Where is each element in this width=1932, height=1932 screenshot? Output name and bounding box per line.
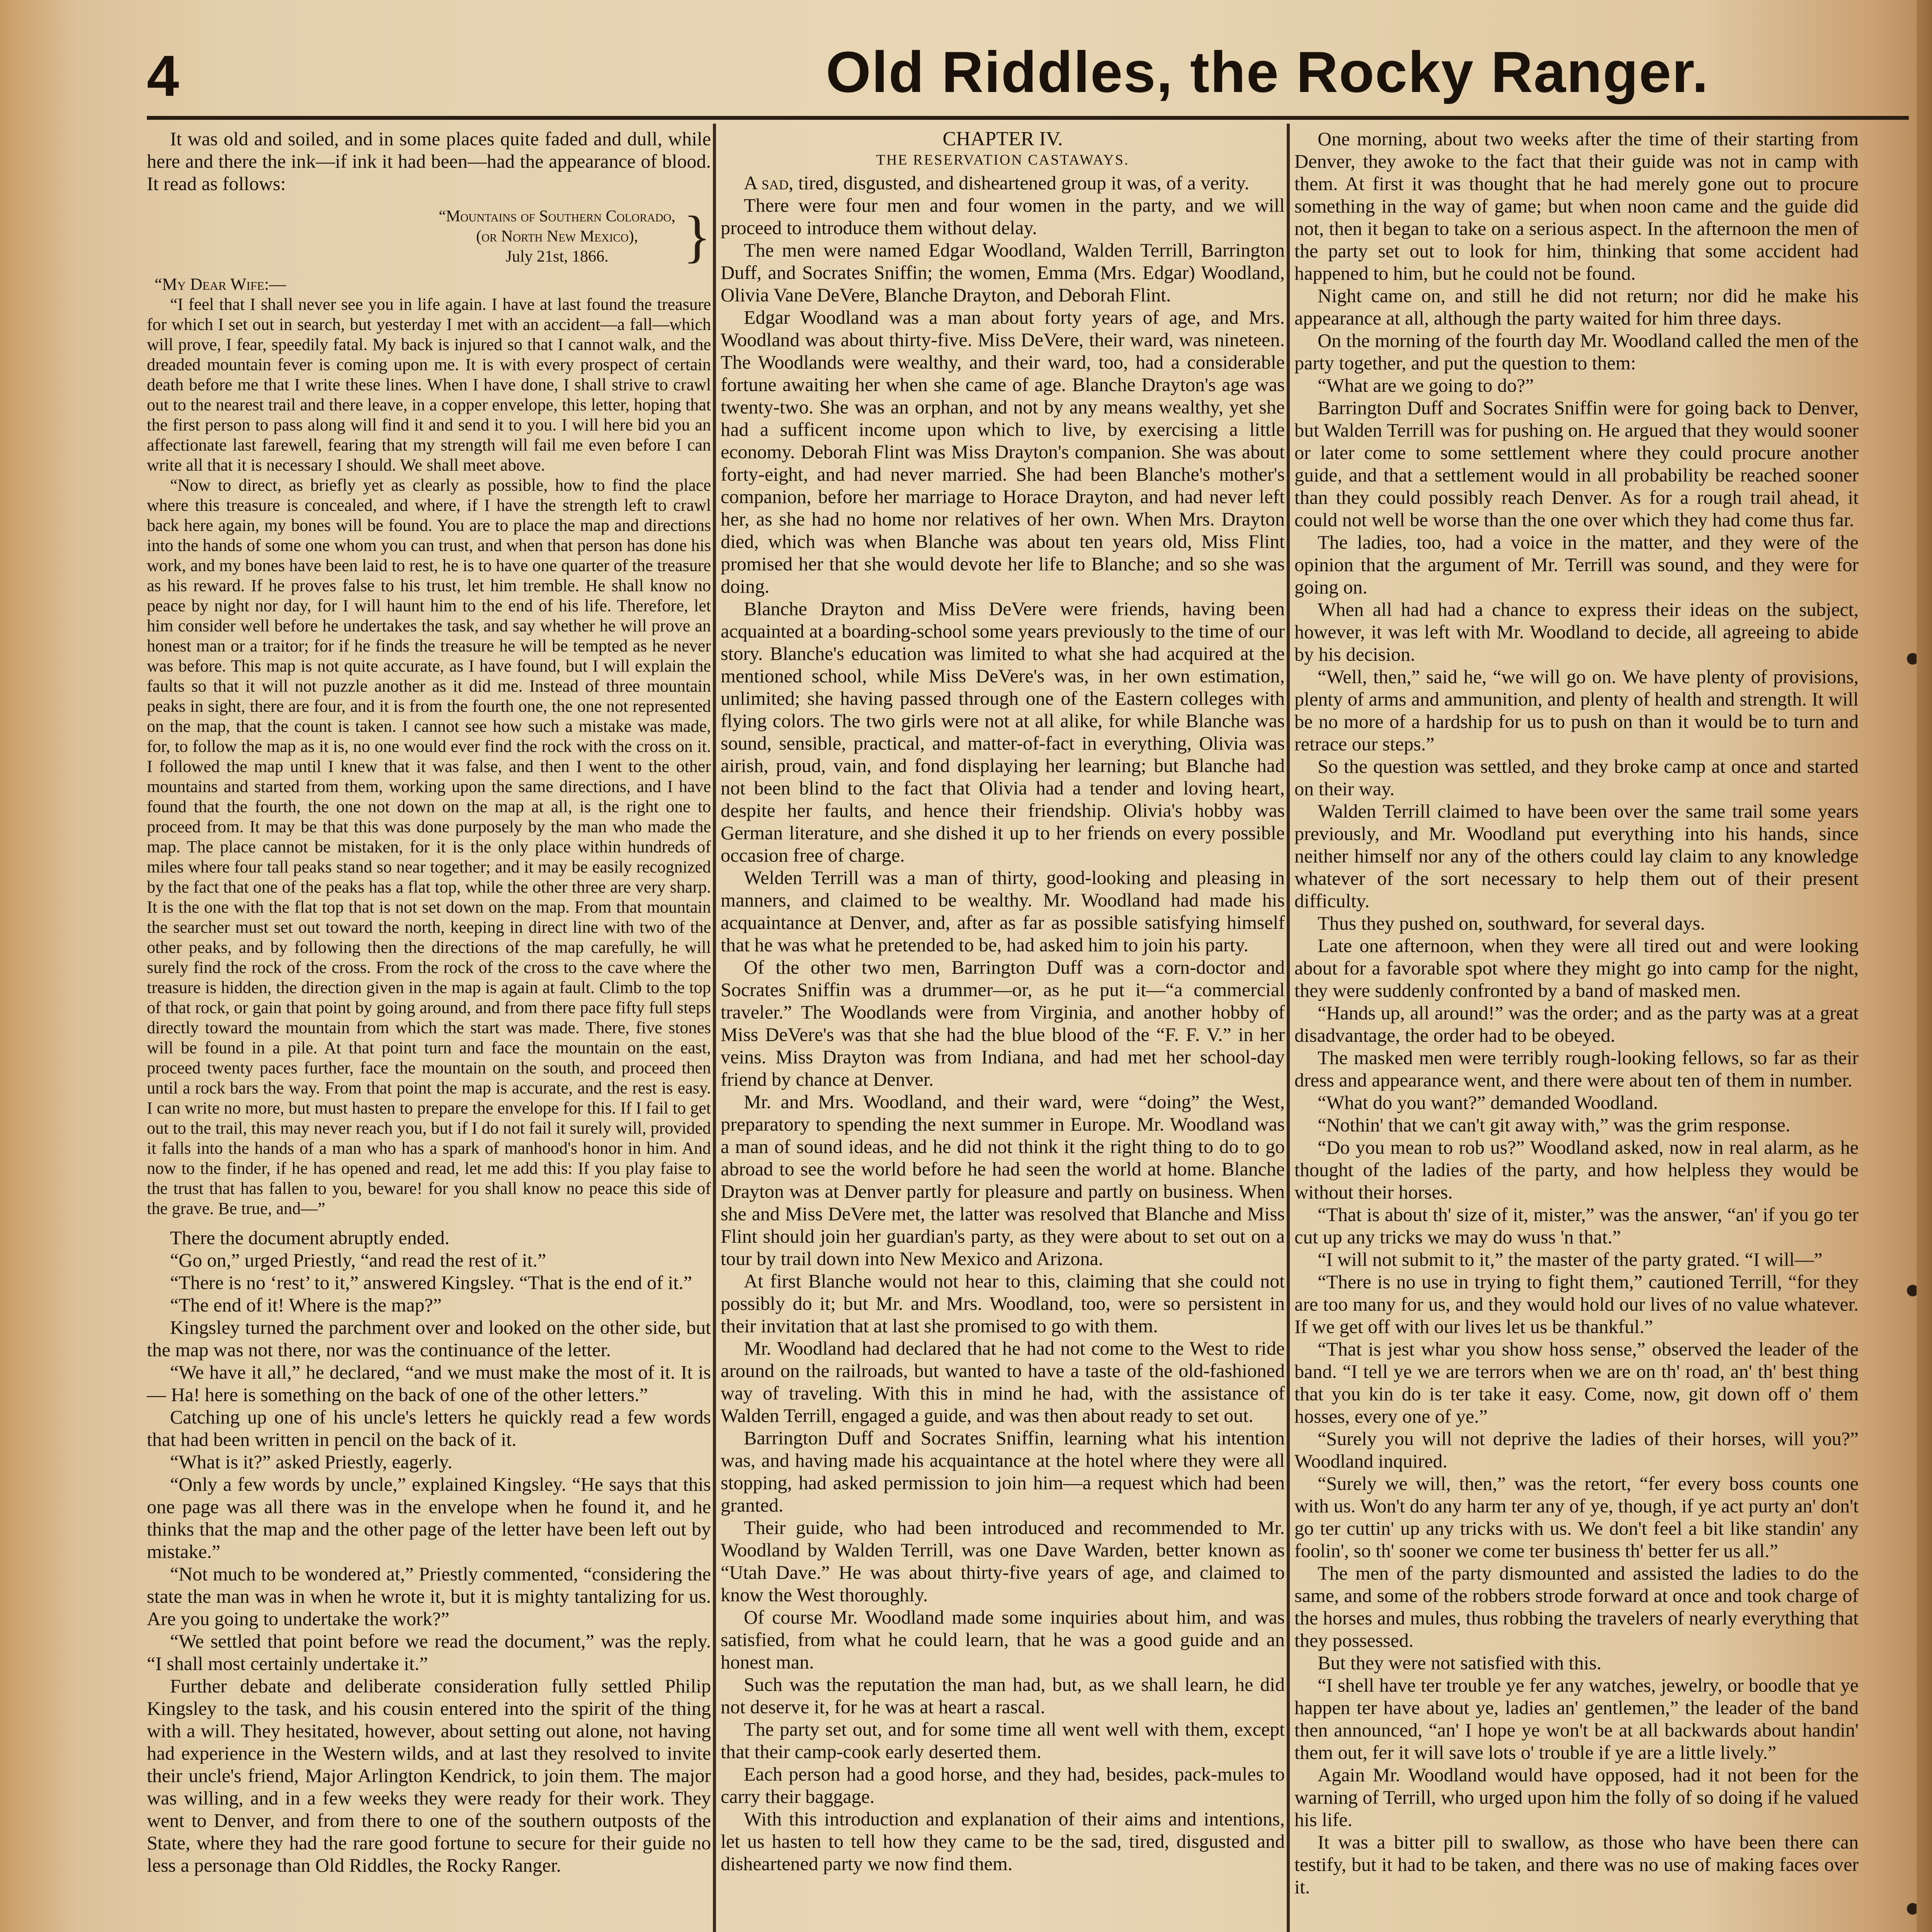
paragraph: At first Blanche would not hear to this, claiming that she could not possibly do it; but Mr. and Mrs. Woodland, too, were so persistent in their invitation that at last she promised to go with them. — [721, 1270, 1285, 1337]
paragraph: Welden Terrill was a man of thirty, good-looking and pleasing in manners, and claimed to be wealthy. Mr. Woodland had made his acquaintance at Denver, and, after as far as possible satisfying himself that he was what he pretended to be, had asked him to join his party. — [721, 867, 1285, 956]
paragraph: “I will not submit to it,” the master of the party grated. “I will—” — [1318, 1248, 1823, 1270]
paragraph: But they were not satisfied with this. — [1318, 1652, 1602, 1673]
paragraph: The masked men were terribly rough-looking fellows, so far as their dress and appearance went, and there were about ten of them in number. — [1294, 1047, 1859, 1091]
chapter-subtitle: THE RESERVATION CASTAWAYS. — [876, 152, 1129, 168]
column-rule-2 — [1287, 124, 1290, 1932]
paragraph: “Well, then,” said he, “we will go on. We have plenty of provisions, plenty of arms and ammunition, and plenty of health and strength. It will be no more of a hardship for us to push on than it would be to turn and retrace our steps.” — [1294, 666, 1859, 755]
paragraph: Mr. and Mrs. Woodland, and their ward, were “doing” the West, preparatory to spending the next summer in Europe. Mr. Woodland was a man of sound ideas, and he did not think it the right thing to do to go abroad to see the world before he had seen the world at home. Blanche Drayton was at Denver partly for pleasure and partly on business. When she and Miss DeVere met, the latter was resolved that Blanche and Miss Flint should join her guardian's party, as they were about to set out on a tour by trail down into New Mexico and Arizona. — [721, 1091, 1285, 1269]
address-line-3: July 21st, 1866. — [505, 248, 609, 265]
paragraph: The ladies, too, had a voice in the matter, and they were of the opinion that the argument of Mr. Terrill was sound, and they were for going on. — [1294, 531, 1859, 598]
paragraph: “I shell have ter trouble ye fer any watches, jewelry, or boodle that ye happen ter have about ye, ladies an' gentlemen,” the leader of the band then announced, “an' I hope ye won't be at all backwards about handin' them out, fer it will save lots o' trouble if ye are a little lively.” — [1294, 1674, 1859, 1763]
paragraph: “Hands up, all around!” was the order; and as the party was at a great disadvantage, the order had to be obeyed. — [1294, 1002, 1859, 1046]
paragraph: Each person had a good horse, and they had, besides, pack-mules to carry their baggage. — [721, 1763, 1285, 1807]
paragraph: “There is no ‘rest’ to it,” answered Kingsley. “That is the end of it.” — [170, 1272, 692, 1293]
paragraph: “What are we going to do?” — [1318, 374, 1534, 396]
letter-paragraph: “I feel that I shall never see you in life again. I have at last found the treasure for which I set out in search, but yesterday I met with an accident—a fall—which will prove, I fear, speedily fatal. My back is injured so that I cannot walk, and the dreaded mountain fever is coming upon me. It is with every prospect of certain death before me that I write these lines. When I have done, I shall strive to crawl out to the nearest trail and there leave, in a copper envelope, this letter, hoping that the first person to pass along will find it and send it to you. I will here bid you an affectionate last farewell, fearing that my strength will fail me even before I can write all that it is necessary I should. We shall meet above. — [147, 295, 711, 474]
paragraph: Late one afternoon, when they were all tired out and were looking about for a favorable spot where they might go into camp for the night, they were suddenly confronted by a band of masked men. — [1294, 935, 1859, 1001]
paragraph: Barrington Duff and Socrates Sniffin, learning what his intention was, and having made his acquaintance at the hotel where they were all stopping, had asked permission to join him—a request which had been granted. — [721, 1427, 1285, 1516]
chapter-title: CHAPTER IV. — [942, 128, 1063, 150]
paragraph: There were four men and four women in the party, and we will proceed to introduce them without delay. — [721, 194, 1285, 238]
paragraph: Mr. Woodland had declared that he had not come to the West to ride around on the railroads, but wanted to have a taste of the old-fashioned way of traveling. With this in mind he had, with the assistance of Walden Terrill, engaged a guide, and was then about ready to set out. — [721, 1337, 1285, 1426]
paragraph: “Nothin' that we can't git away with,” was the grim response. — [1318, 1114, 1791, 1136]
column-3 — [1294, 128, 1859, 1898]
paragraph: Blanche Drayton and Miss DeVere were friends, having been acquainted at a boarding-school some years previously to the time of our story. Blanche's education was limited to what she had acquired at the mentioned school, while Miss DeVere's was, in her own estimation, unlimited; she having passed through one of the Eastern colleges with flying colors. The two girls were not at all alike, for while Blanche was sound, sensible, practical, and matter-of-fact in everything, Olivia was airish, proud, vain, and fond displaying her learning; but Blanche had not been blind to the fact that Olivia had a tender and loving heart, despite her faults, and hence their friendship. Olivia's hobby was German literature, and she dished it up to her friends on every possible occasion free of charge. — [721, 598, 1285, 866]
letter-intro: It was old and soiled, and in some places quite faded and dull, while here and there the ink—if ink it had been—had the appearance of blood. It read as follows: — [147, 128, 711, 194]
paragraph: So the question was settled, and they broke camp at once and started on their way. — [1294, 755, 1859, 799]
paragraph: Walden Terrill claimed to have been over the same trail some years previously, and Mr. Woodland put everything into his hands, since neither himself nor any of the others could lay claim to any knowledge whatever of the sort necessary to help them out of their present difficulty. — [1294, 800, 1859, 912]
letter-address — [147, 206, 711, 267]
article-text — [147, 1226, 711, 1876]
page-header — [147, 39, 1909, 120]
paragraph: “Surely you will not deprive the ladies of their horses, will you?” Woodland inquired. — [1294, 1428, 1859, 1472]
page-number: 4 — [147, 43, 179, 108]
column-1 — [147, 128, 711, 1876]
paragraph: Thus they pushed on, southward, for several days. — [1318, 912, 1705, 934]
paragraph: One morning, about two weeks after the time of their starting from Denver, they awoke to the fact that their guide was not in camp with them. At first it was thought that he had merely gone out to procure something in the way of game; but when noon came and the guide did not, then it began to take on a serious aspect. In the afternoon the men of the party set out to look for him, thinking that some accident had happened to him, but he could not be found. — [1294, 128, 1859, 284]
letter-paragraph: “Now to direct, as briefly yet as clearly as possible, how to find the place where this treasure is concealed, and where, if I have the strength left to crawl back here again, my bones will be found. You are to place the map and directions into the hands of some one whom you can trust, and when that person has done his work, and my bones have been laid to rest, he is to have one quarter of the treasure as his reward. If he proves false to his trust, let him tremble. He shall know no peace by night nor day, for I will haunt him to the end of his life. Therefore, let him consider well before he undertakes the task, and say whether he will prove an honest man or a traitor; for if he finds the treasure he will be tempted as he never was before. This map is not quite accurate, as I have found, but I will explain the faults so that it will not puzzle another as it did me. Instead of three mountain peaks in sight, there are four, and it is from the fourth one, the one not represented on the map, that the count is taken. I cannot see how such a mistake was made, for, to follow the map as it is, no one would ever find the rock with the cross on it. I followed the map until I knew that it was false, and then I went to the other mountains and started from them, working upon the same directions, and I have found that the fourth, the one not down on the map at all, is the right one to proceed from. It may be that this was done purposely by the man who made the map. The place cannot be mistaken, for it is the only place within hundreds of miles where four tall peaks stand so near together; and it may be easily recognized by the fact that one of the peaks has a flat top, while the other three are very sharp. It is the one with the flat top that is not set down on the map. From that mountain the searcher must set out toward the north, keeping in direct line with two of the other peaks, and by following then the directions of the map carefully, he will surely find the rock of the cross. From the rock of the cross to the cave where the treasure is hidden, the direction given in the map is again at fault. Climb to the top of that rock, or gain that point by going around, and from there pace fifty full steps directly toward the mountain from which the start was made. There, five stones will be found in a pile. At that point turn and face the mountain on the east, proceed twenty paces further, face the mountain on the south, and proceed then until a rock bars the way. From that point the map is accurate, and the rest is easy. I can write no more, but must hasten to prepare the envelope for this. If I fail to get out to the trail, this may never reach you, but if I do not fail it surely will, provided it falls into the hands of a man who has a spark of manhood's honor in him. And now to the finder, if he has opened and read, let me add this: If you play faise to the trust that has fallen to you, beware! for you shall know no peace this side of the grave. Be true, and—” — [147, 476, 711, 1218]
paragraph: “What do you want?” demanded Woodland. — [1318, 1092, 1658, 1113]
running-title: Old Riddles, the Rocky Ranger. — [826, 39, 1709, 104]
letter-salutation: “My Dear Wife:— — [155, 275, 286, 294]
paragraph: “Surely we will, then,” was the retort, “fer every boss counts one with us. Won't do any harm ter any of ye, though, if ye act purty an' don't go ter cuttin' up any tricks with us. We don't feel a bit like standin' any foolin', so th' sooner we come ter business th' better fer us all.” — [1294, 1473, 1859, 1561]
paragraph: “We have it all,” he declared, “and we must make the most of it. It is— Ha! here is something on the back of one of the other letters.” — [147, 1361, 711, 1405]
paragraph: Catching up one of his uncle's letters he quickly read a few words that had been written in pencil on the back of it. — [147, 1406, 711, 1450]
paragraph: Night came on, and still he did not return; nor did he make his appearance at all, although the party waited for him three days. — [1294, 285, 1859, 329]
paragraph: Further debate and deliberate consideration fully settled Philip Kingsley to the task, and his cousin entered into the spirit of the thing with a will. They hesitated, however, about setting out alone, not having had experience in the Western wilds, and at last they resolved to invite their uncle's friend, Major Arlington Kendrick, to join them. The major was willing, and in a few weeks they were ready for their work. They went to Denver, and from there to one of the southern outposts of the State, where they had the rare good fortune to secure for their guide no less a personage than Old Riddles, the Rocky Ranger. — [147, 1675, 711, 1876]
paragraph: With this introduction and explanation of their aims and intentions, let us hasten to tell how they came to be the sad, tired, disgusted and disheartened party we now find them. — [721, 1808, 1285, 1874]
paragraph: The men were named Edgar Woodland, Walden Terrill, Barrington Duff, and Socrates Sniffin; the women, Emma (Mrs. Edgar) Woodland, Olivia Vane DeVere, Blanche Drayton, and Deborah Flint. — [721, 239, 1285, 306]
paragraph: Kingsley turned the parchment over and looked on the other side, but the map was not there, nor was the continuance of the letter. — [147, 1316, 711, 1361]
chapter-opening — [721, 172, 1285, 194]
address-line-1: “Mountains of Southern Colorado, — [439, 207, 675, 225]
paragraph: “Do you mean to rob us?” Woodland asked, now in real alarm, as he thought of the ladies of the party, and how helpless they would be without their horses. — [1294, 1136, 1859, 1203]
page-edge — [1917, 0, 1932, 1932]
paragraph: Such was the reputation the man had, but, as we shall learn, he did not deserve it, for he was at heart a rascal. — [721, 1673, 1285, 1718]
paragraph: “We settled that point before we read the document,” was the reply. “I shall most certainly undertake it.” — [147, 1630, 711, 1674]
column-rule-1 — [713, 124, 716, 1932]
paragraph: There the document abruptly ended. — [170, 1227, 450, 1248]
paragraph: “That is jest whar you show hoss sense,” observed the leader of the band. “I tell ye we are terrors when we are on th' road, an' th' best thing that you kin do is ter take it easy. Come, now, git down off o' them hosses, every one of ye.” — [1294, 1338, 1859, 1427]
paragraph: On the morning of the fourth day Mr. Woodland called the men of the party together, and put the question to them: — [1294, 330, 1859, 374]
paragraph: “What is it?” asked Priestly, eagerly. — [170, 1451, 452, 1473]
paragraph: “Not much to be wondered at,” Priestly commented, “considering the state the man was in when he wrote it, but it is mighty tantalizing for us. Are you going to undertake the work?” — [147, 1563, 711, 1629]
paragraph: “The end of it! Where is the map?” — [170, 1294, 442, 1316]
opening-smallcaps: A sad, — [744, 172, 794, 194]
paragraph: “Go on,” urged Priestly, “and read the rest of it.” — [170, 1249, 546, 1271]
paragraph: When all had had a chance to express their ideas on the subject, however, it was left with Mr. Woodland to decide, all agreeing to abide by his decision. — [1294, 599, 1859, 665]
paragraph: “There is no use in trying to fight them,” cautioned Terrill, “for they are too many for us, and they would hold our lives of no value whatever. If we get off with our lives let us be thankful.” — [1294, 1271, 1859, 1337]
paragraph: “That is about th' size of it, mister,” was the answer, “an' if you go ter cut up any tricks we may do wuss 'n that.” — [1294, 1204, 1859, 1248]
paragraph: Of the other two men, Barrington Duff was a corn-doctor and Socrates Sniffin was a drummer—or, as he put it—“a commercial traveler.” The Woodlands were from Virginia, and another hobby of Miss DeVere's was that she had the blue blood of the “F. F. V.” in her veins. Miss Drayton was from Indiana, and had met her school-day friend by chance at Denver. — [721, 956, 1285, 1090]
paragraph: “Only a few words by uncle,” explained Kingsley. “He says that this one page was all there was in the envelope when he found it, and he thinks that the map and the other page of the letter have been left out by mistake.” — [147, 1473, 711, 1562]
chapter-heading — [721, 128, 1285, 169]
address-line-2: (or North New Mexico), — [476, 228, 638, 245]
paragraph: Of course Mr. Woodland made some inquiries about him, and was satisfied, from what he could learn, that he was a good guide and an honest man. — [721, 1606, 1285, 1673]
paragraph: It was a bitter pill to swallow, as those who have been there can testify, but it had to be taken, and there was no use of making faces over it. — [1294, 1831, 1859, 1898]
paragraph: The party set out, and for some time all went well with them, except that their camp-cook early deserted them. — [721, 1718, 1285, 1762]
letter-body — [147, 274, 711, 1219]
paragraph: Edgar Woodland was a man about forty years of age, and Mrs. Woodland was about thirty-five. Miss DeVere, their ward, was nineteen. The Woodlands were wealthy, and their ward, too, had a considerable fortune awaiting her when she came of age. Blanche Drayton's age was twenty-two. She was an orphan, and not by any means wealthy, yet she had a sufficent income upon which to live, by exercising a little economy. Deborah Flint was Miss Drayton's companion. She was about forty-eight, and had never married. She had been Blanche's mother's companion, before her marriage to Horace Drayton, and had never left her, as she had no home nor relatives of her own. When Mrs. Drayton died, which was when Blanche was about ten years old, Miss Flint promised her that she would devote her life to Blanche; and so she was doing. — [721, 306, 1285, 597]
column-2 — [721, 128, 1285, 1875]
paragraph: Their guide, who had been introduced and recommended to Mr. Woodland by Walden Terrill, was one Dave Warden, better known as “Utah Dave.” He was about thirty-five years of age, and claimed to know the West thoroughly. — [721, 1517, 1285, 1605]
paragraph: The men of the party dismounted and assisted the ladies to do the same, and some of the robbers strode forward at once and took charge of the horses and mules, thus robbing the travelers of nearly everything that they possessed. — [1294, 1562, 1859, 1651]
paragraph: Again Mr. Woodland would have opposed, had it not been for the warning of Terrill, who urged upon him the folly of so doing if he valued his life. — [1294, 1764, 1859, 1830]
paragraph: Barrington Duff and Socrates Sniffin were for going back to Denver, but Walden Terrill was for pushing on. He argued that they would sooner or later come to some settlement where they could procure another guide, and that a settlement would in all probability be reached sooner than they could possibly reach Denver. As for a rough trail ahead, it could not well be worse than the one over which they had come thus far. — [1294, 397, 1859, 531]
opening-rest: tired, disgusted, and disheartened group it was, of a verity. — [793, 172, 1250, 194]
address-brace: } — [683, 204, 711, 269]
